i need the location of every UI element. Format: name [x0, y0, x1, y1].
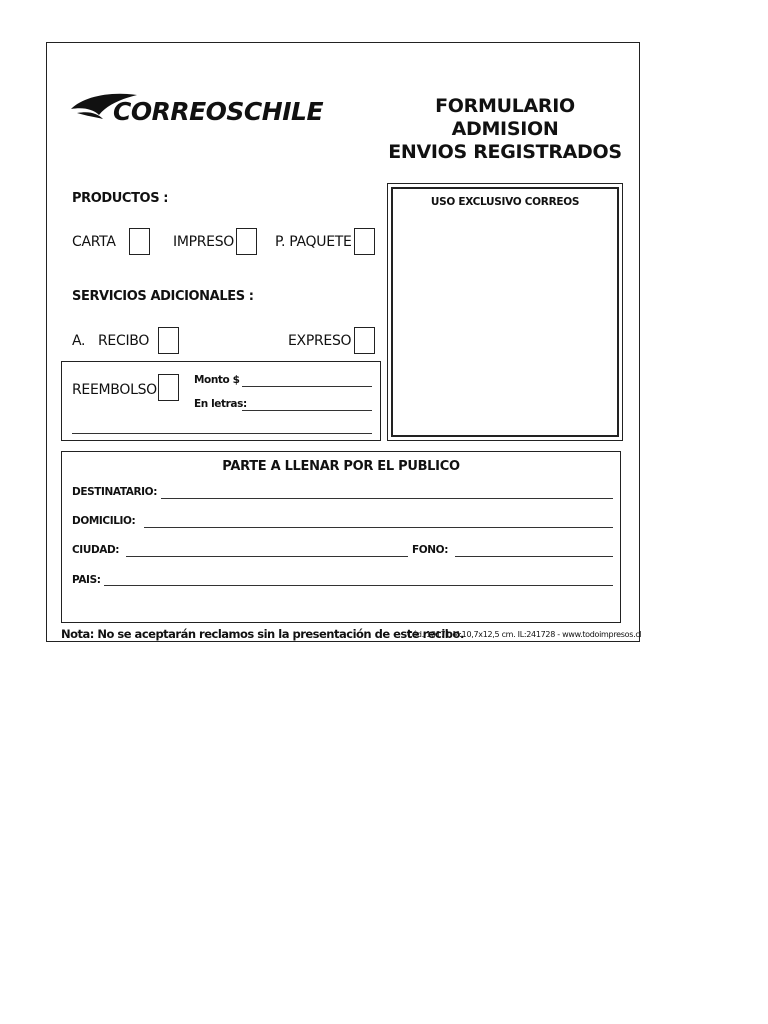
fono-input-line[interactable] — [455, 556, 613, 557]
pais-input-line[interactable] — [104, 585, 613, 586]
expreso-label: EXPRESO — [288, 333, 352, 349]
recibo-checkbox[interactable] — [158, 327, 179, 354]
publico-section — [61, 451, 621, 623]
uso-exclusivo-inner — [391, 187, 619, 437]
paquete-checkbox[interactable] — [354, 228, 375, 255]
servicios-heading: SERVICIOS ADICIONALES : — [72, 289, 254, 304]
impreso-checkbox[interactable] — [236, 228, 257, 255]
en-letras-continuation-line[interactable] — [72, 433, 372, 434]
reembolso-section — [61, 361, 381, 441]
en-letras-label: En letras: — [194, 398, 247, 410]
uso-exclusivo-box — [387, 183, 623, 441]
domicilio-input-line[interactable] — [144, 527, 613, 528]
footer-codigo: Cód. 10171-M:10,7x12,5 cm. IL:241728 - www.todoimpresos.cl — [407, 630, 642, 639]
title-line-1: FORMULARIO ADMISION — [435, 95, 575, 140]
uso-exclusivo-label: USO EXCLUSIVO CORREOS — [430, 196, 580, 208]
domicilio-label: DOMICILIO: — [72, 515, 136, 527]
reembolso-checkbox[interactable] — [158, 374, 179, 401]
correos-chile-logo — [69, 91, 349, 129]
recibo-label: RECIBO — [98, 333, 150, 349]
monto-input-line[interactable] — [242, 386, 372, 387]
impreso-label: IMPRESO — [173, 234, 235, 250]
en-letras-input-line[interactable] — [242, 410, 372, 411]
publico-heading: PARTE A LLENAR POR EL PUBLICO — [222, 459, 460, 474]
admission-form — [46, 42, 640, 642]
destinatario-input-line[interactable] — [161, 498, 613, 499]
destinatario-label: DESTINATARIO: — [72, 486, 158, 498]
monto-label: Monto $ — [194, 374, 240, 386]
form-title — [385, 95, 625, 164]
brand-name: CORREOSCHILE — [113, 97, 324, 126]
carta-checkbox[interactable] — [129, 228, 150, 255]
recibo-prefix: A. — [72, 333, 86, 349]
ciudad-input-line[interactable] — [126, 556, 408, 557]
carta-label: CARTA — [72, 234, 116, 250]
footer-nota: Nota: No se aceptarán reclamos sin la presentación de este recibo. — [61, 627, 464, 641]
expreso-checkbox[interactable] — [354, 327, 375, 354]
reembolso-label: REEMBOLSO — [72, 382, 157, 398]
fono-label: FONO: — [412, 544, 449, 556]
ciudad-label: CIUDAD: — [72, 544, 120, 556]
title-line-2: ENVIOS REGISTRADOS — [388, 141, 622, 163]
pais-label: PAIS: — [72, 574, 101, 586]
productos-heading: PRODUCTOS : — [72, 191, 169, 206]
paquete-label: P. PAQUETE — [275, 234, 352, 250]
